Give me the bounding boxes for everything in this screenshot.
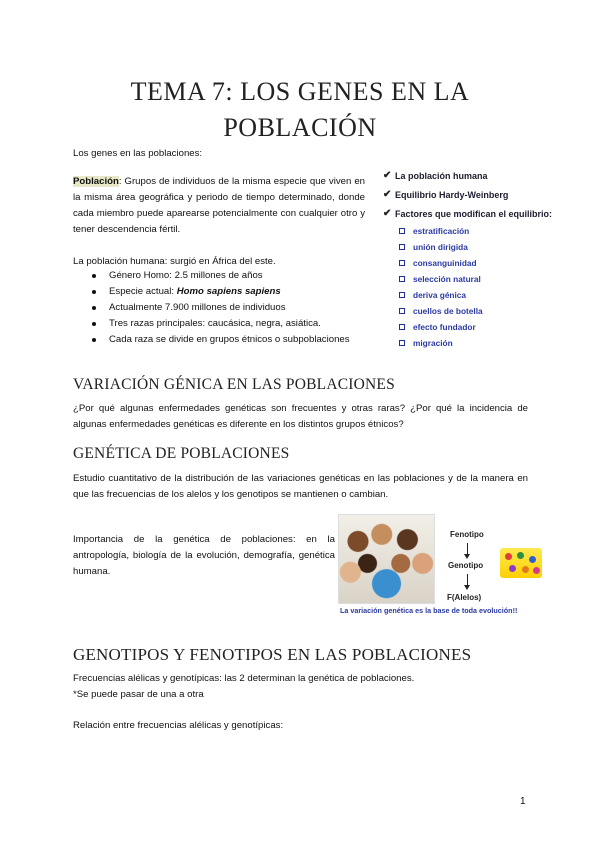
factor-item: deriva génica	[399, 287, 552, 303]
factor-item: estratificación	[399, 223, 552, 239]
topic-checklist	[383, 166, 552, 351]
heading-population-genetics: GENÉTICA DE POBLACIONES	[73, 445, 290, 462]
title-line-1: TEMA 7: LOS GENES EN LA	[130, 77, 470, 106]
square-bullet-icon	[399, 260, 405, 266]
note-text: *Se puede pasar de una a otra	[73, 689, 204, 700]
definition-text: : Grupos de individuos de la misma especie que viven en la misma área geográfica y periodo de tiempo determinado, donde cada miembro puede aparearse potencialmente con cualquier otro y tener descendencia fértil.	[73, 176, 365, 235]
list-item: Especie actual: Homo sapiens sapiens	[73, 284, 350, 300]
diverse-people-globe-image	[338, 514, 435, 604]
factors-sublist	[399, 223, 552, 351]
factor-item: selección natural	[399, 271, 552, 287]
fenotipo-label: Fenotipo	[450, 530, 484, 539]
list-item: Tres razas principales: caucásica, negra, asiática.	[73, 316, 350, 332]
evolution-caption: La variación genética es la base de toda evolución!!	[340, 606, 518, 615]
checklist-item: ✔ Equilibrio Hardy-Weinberg	[383, 189, 509, 200]
list-item: Cada raza se divide en grupos étnicos o subpoblaciones	[73, 332, 350, 348]
page-number: 1	[520, 796, 526, 807]
page-title	[0, 74, 600, 146]
factor-item: cuellos de botella	[399, 303, 552, 319]
population-genetics-text: Estudio cuantitativo de la distribución de las variaciones genéticas en las poblaciones y de la manera en que las frecuencias de los alelos y los genotipos se mantienen o cambian.	[73, 473, 528, 500]
square-bullet-icon	[399, 308, 405, 314]
square-bullet-icon	[399, 276, 405, 282]
genotipo-label: Genotipo	[448, 561, 484, 570]
frequencies-text: Frecuencias alélicas y genotípicas: las 2 determinan la genética de poblaciones.	[73, 673, 415, 684]
list-item: Actualmente 7.900 millones de individuos	[73, 300, 350, 316]
square-bullet-icon	[399, 244, 405, 250]
factor-item: migración	[399, 335, 552, 351]
checklist-item: ✔ La población humana	[383, 170, 488, 181]
check-icon: ✔	[383, 208, 392, 219]
title-line-2: POBLACIÓN	[223, 113, 377, 142]
human-population-intro: La población humana: surgió en África del este.	[73, 256, 276, 267]
check-icon: ✔	[383, 189, 392, 200]
arrow-down-icon	[467, 574, 468, 588]
check-icon: ✔	[383, 170, 392, 181]
definition-term: Población	[73, 176, 119, 187]
factor-item: unión dirigida	[399, 239, 552, 255]
relation-text: Relación entre frecuencias alélicas y genotípicas:	[73, 720, 284, 731]
factor-item: efecto fundador	[399, 319, 552, 335]
checklist-item: ✔ Factores que modifican el equilibrio:	[383, 208, 553, 219]
square-bullet-icon	[399, 292, 405, 298]
intro-text: Los genes en las poblaciones:	[73, 148, 203, 159]
definition-paragraph	[73, 174, 365, 238]
square-bullet-icon	[399, 228, 405, 234]
square-bullet-icon	[399, 340, 405, 346]
alelos-label: F(Alelos)	[447, 593, 482, 602]
importance-text: Importancia de la genética de poblaciones: en la antropología, biología de la evolución, demografía, genética humana.	[73, 534, 335, 577]
arrow-down-icon	[467, 543, 468, 557]
square-bullet-icon	[399, 324, 405, 330]
heading-genotypes-phenotypes: GENOTIPOS Y FENOTIPOS EN LAS POBLACIONES	[73, 645, 472, 664]
world-map-people-image	[500, 548, 542, 578]
human-facts-list	[73, 268, 350, 348]
list-item: Género Homo: 2.5 millones de años	[73, 268, 350, 284]
factor-item: consanguinidad	[399, 255, 552, 271]
heading-genetic-variation: VARIACIÓN GÉNICA EN LAS POBLACIONES	[73, 376, 395, 393]
genetic-variation-text: ¿Por qué algunas enfermedades genéticas son frecuentes y otras raras? ¿Por qué la incidencia de algunas enfermedades genéticas es diferente en los distintos grupos étnicos?	[73, 403, 528, 430]
